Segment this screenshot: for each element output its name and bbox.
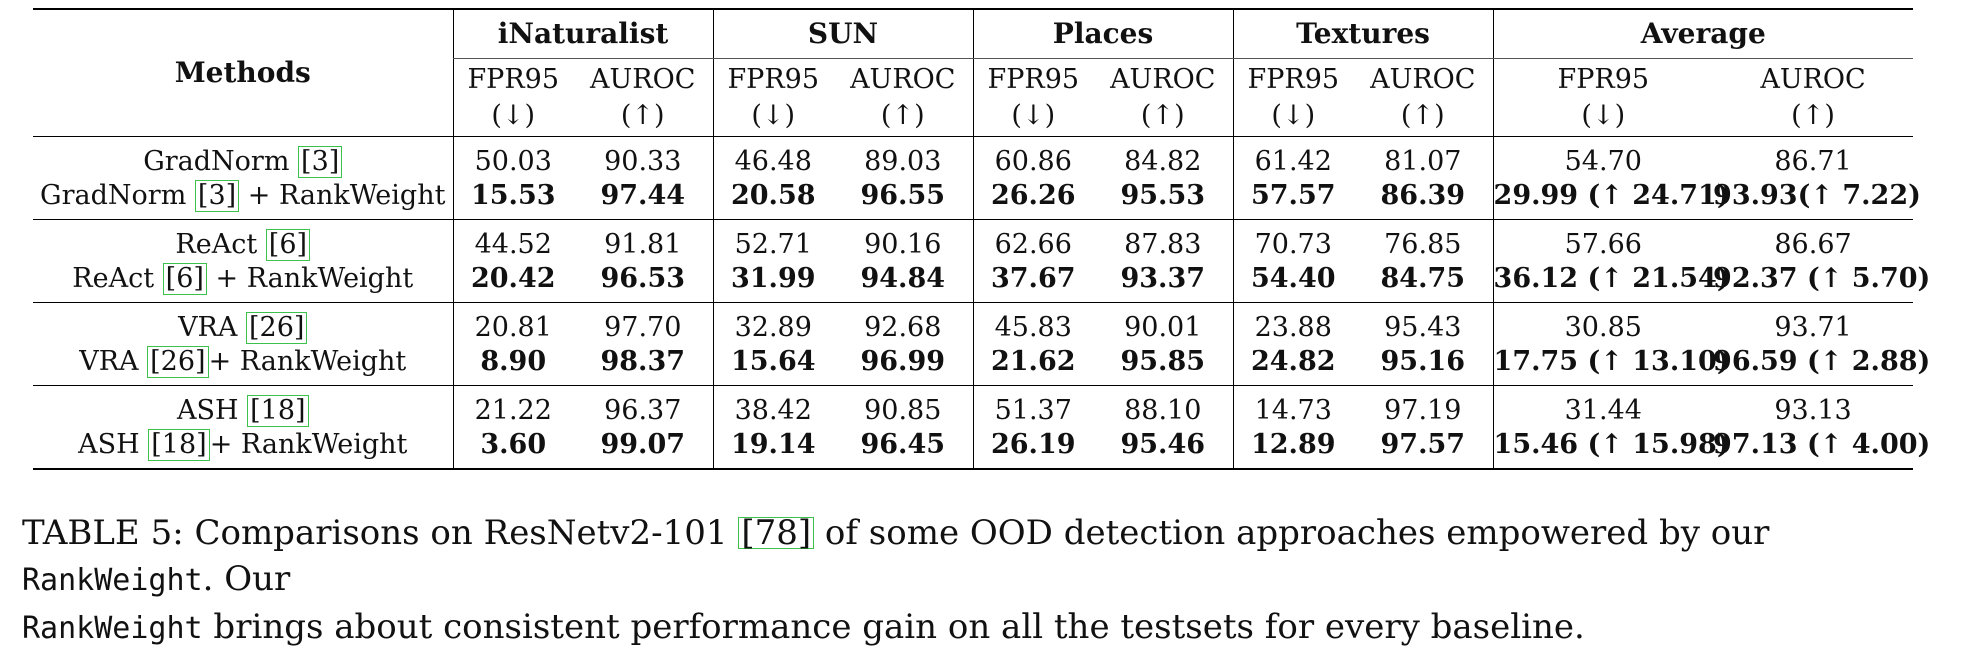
metric-header-inaturalist-fpr95 — [453, 59, 573, 137]
metric-name: FPR95 — [1557, 63, 1650, 95]
group-header-sun: SUN — [713, 9, 973, 59]
group-header-places: Places — [973, 9, 1233, 59]
table-row — [33, 262, 1913, 303]
value-cell: 97.19 — [1384, 395, 1462, 426]
metric-header-average-fpr95 — [1493, 59, 1713, 137]
method-name: GradNorm — [143, 146, 290, 177]
value-cell: 51.37 — [973, 386, 1093, 429]
metric-header-places-auroc — [1093, 59, 1233, 137]
value-cell: 12.89 — [1233, 428, 1353, 469]
value-cell: 31.44 — [1493, 386, 1713, 429]
value-cell: 19.14 — [713, 428, 833, 469]
metric-name: AUROC — [590, 63, 696, 95]
caption-text-2: of some OOD detection approaches empowered by our — [814, 513, 1770, 553]
metric-name: FPR95 — [987, 63, 1080, 95]
arrow-down-icon: (↓) — [491, 99, 536, 131]
value-cell: 15.53 — [453, 179, 573, 220]
metric-name: FPR95 — [1247, 63, 1340, 95]
metric-header-inaturalist-auroc — [573, 59, 713, 137]
citation-link[interactable]: [18] — [148, 429, 209, 461]
value-cell: 90.85 — [864, 395, 942, 426]
method-name: ReAct — [175, 229, 258, 260]
value-cell: 90.16 — [864, 229, 942, 260]
caption-text-1: TABLE 5: Comparisons on ResNetv2-101 — [22, 513, 739, 553]
metric-header-places-fpr95 — [973, 59, 1093, 137]
value-cell: 44.52 — [453, 220, 573, 263]
metric-header-sun-auroc — [833, 59, 973, 137]
table-row — [33, 303, 1913, 346]
value-cell: 21.62 — [973, 345, 1093, 386]
value-cell: 89.03 — [864, 146, 942, 177]
value-cell: 86.71 — [1774, 146, 1852, 177]
value-cell: 95.16 — [1380, 346, 1466, 377]
method-name: GradNorm — [40, 180, 187, 211]
arrow-down-icon: (↓) — [1011, 99, 1056, 131]
value-cell: 95.43 — [1384, 312, 1462, 343]
value-cell: 90.01 — [1124, 312, 1202, 343]
table-row — [33, 428, 1913, 469]
arrow-down-icon: (↓) — [1581, 99, 1626, 131]
arrow-up-icon: (↑) — [1400, 99, 1445, 131]
arrow-up-icon: (↑) — [620, 99, 665, 131]
value-cell: 54.40 — [1233, 262, 1353, 303]
method-name: VRA — [178, 312, 238, 343]
citation-link[interactable]: [3] — [298, 146, 342, 178]
method-suffix: + RankWeight — [206, 263, 414, 294]
value-cell: 46.48 — [713, 137, 833, 180]
value-cell: 96.59 (↑ 2.88) — [1713, 346, 1931, 377]
caption-text-3: . Our — [202, 559, 291, 599]
arrow-down-icon: (↓) — [751, 99, 796, 131]
table-row — [33, 345, 1913, 386]
value-cell: 8.90 — [453, 345, 573, 386]
caption-code-rankweight-2: RankWeight — [22, 611, 203, 646]
value-cell: 96.37 — [604, 395, 682, 426]
value-cell: 20.42 — [453, 262, 573, 303]
value-cell: 97.44 — [600, 180, 686, 211]
methods-header: Methods — [174, 56, 311, 89]
caption-code-rankweight-1: RankWeight — [22, 563, 203, 598]
method-cell — [33, 179, 453, 220]
value-cell: 30.85 — [1493, 303, 1713, 346]
metric-header-textures-fpr95 — [1233, 59, 1353, 137]
value-cell: 90.33 — [604, 146, 682, 177]
metric-name: FPR95 — [467, 63, 560, 95]
value-cell: 93.37 — [1120, 263, 1206, 294]
value-cell: 45.83 — [973, 303, 1093, 346]
value-cell: 99.07 — [600, 429, 686, 460]
method-cell — [33, 428, 453, 469]
value-cell: 52.71 — [713, 220, 833, 263]
value-cell: 92.68 — [864, 312, 942, 343]
value-cell: 50.03 — [453, 137, 573, 180]
value-cell: 87.83 — [1124, 229, 1202, 260]
citation-link[interactable]: [26] — [246, 312, 307, 344]
value-cell: 54.70 — [1493, 137, 1713, 180]
group-header-textures: Textures — [1233, 9, 1493, 59]
method-name: VRA — [79, 346, 139, 377]
table-caption — [22, 510, 1952, 652]
results-table — [33, 8, 1931, 470]
table-row — [33, 220, 1913, 263]
value-cell: 61.42 — [1233, 137, 1353, 180]
value-cell: 17.75 (↑ 13.10) — [1493, 345, 1713, 386]
metric-name: AUROC — [850, 63, 956, 95]
value-cell: 36.12 (↑ 21.54) — [1493, 262, 1713, 303]
metric-name: FPR95 — [727, 63, 820, 95]
value-cell: 15.64 — [713, 345, 833, 386]
value-cell: 84.82 — [1124, 146, 1202, 177]
caption-text-4: brings about consistent performance gain on all the testsets for every baseline. — [202, 607, 1585, 647]
value-cell: 92.37 (↑ 5.70) — [1713, 263, 1931, 294]
value-cell: 86.67 — [1774, 229, 1852, 260]
value-cell: 62.66 — [973, 220, 1093, 263]
value-cell: 57.57 — [1233, 179, 1353, 220]
value-cell: 96.45 — [860, 429, 946, 460]
value-cell: 97.70 — [604, 312, 682, 343]
method-cell — [33, 345, 453, 386]
method-name: ASH — [176, 395, 239, 426]
value-cell: 26.19 — [973, 428, 1093, 469]
method-suffix: + RankWeight — [208, 346, 407, 377]
citation-link[interactable]: [26] — [147, 346, 208, 378]
metric-header-sun-fpr95 — [713, 59, 833, 137]
value-cell: 3.60 — [453, 428, 573, 469]
caption-citation[interactable]: [78] — [738, 517, 814, 549]
group-header-inaturalist: iNaturalist — [453, 9, 713, 59]
citation-link[interactable]: [3] — [195, 180, 239, 212]
group-header-average: Average — [1493, 9, 1913, 59]
metric-name: AUROC — [1110, 63, 1216, 95]
value-cell: 21.22 — [453, 386, 573, 429]
value-cell: 96.99 — [860, 346, 946, 377]
method-suffix: + RankWeight — [209, 429, 408, 460]
metric-header-textures-auroc — [1353, 59, 1493, 137]
table-row — [33, 386, 1913, 429]
table-row — [33, 179, 1913, 220]
value-cell: 97.13 (↑ 4.00) — [1713, 429, 1931, 460]
value-cell: 93.93(↑ 7.22) — [1713, 180, 1921, 211]
metric-header-average-auroc — [1713, 59, 1913, 137]
value-cell: 38.42 — [713, 386, 833, 429]
arrow-down-icon: (↓) — [1271, 99, 1316, 131]
method-name: ASH — [78, 429, 140, 460]
value-cell: 20.81 — [453, 303, 573, 346]
citation-link[interactable]: [18] — [247, 395, 308, 427]
method-cell — [33, 262, 453, 303]
value-cell: 81.07 — [1384, 146, 1462, 177]
value-cell: 70.73 — [1233, 220, 1353, 263]
value-cell: 91.81 — [604, 229, 682, 260]
value-cell: 96.53 — [600, 263, 686, 294]
results-table-container — [33, 8, 1931, 470]
value-cell: 29.99 (↑ 24.71) — [1493, 179, 1713, 220]
value-cell: 93.13 — [1774, 395, 1852, 426]
method-suffix: + RankWeight — [239, 180, 446, 211]
table-body — [33, 137, 1931, 470]
table-row — [33, 137, 1913, 180]
value-cell: 32.89 — [713, 303, 833, 346]
value-cell: 86.39 — [1380, 180, 1466, 211]
arrow-up-icon: (↑) — [1140, 99, 1185, 131]
metric-name: AUROC — [1760, 63, 1866, 95]
method-cell — [33, 303, 453, 346]
citation-link[interactable]: [6] — [266, 229, 310, 261]
method-cell — [33, 137, 453, 180]
value-cell: 57.66 — [1493, 220, 1713, 263]
value-cell: 93.71 — [1774, 312, 1852, 343]
value-cell: 84.75 — [1380, 263, 1466, 294]
arrow-up-icon: (↑) — [880, 99, 925, 131]
value-cell: 96.55 — [860, 180, 946, 211]
value-cell: 24.82 — [1233, 345, 1353, 386]
value-cell: 20.58 — [713, 179, 833, 220]
value-cell: 95.46 — [1120, 429, 1206, 460]
value-cell: 31.99 — [713, 262, 833, 303]
method-cell — [33, 386, 453, 429]
value-cell: 97.57 — [1380, 429, 1466, 460]
arrow-up-icon: (↑) — [1791, 99, 1835, 131]
value-cell: 14.73 — [1233, 386, 1353, 429]
value-cell: 23.88 — [1233, 303, 1353, 346]
citation-link[interactable]: [6] — [163, 263, 207, 295]
value-cell: 60.86 — [973, 137, 1093, 180]
method-cell — [33, 220, 453, 263]
value-cell: 26.26 — [973, 179, 1093, 220]
value-cell: 95.85 — [1120, 346, 1206, 377]
value-cell: 76.85 — [1384, 229, 1462, 260]
value-cell: 94.84 — [860, 263, 946, 294]
value-cell: 37.67 — [973, 262, 1093, 303]
method-name: ReAct — [72, 263, 155, 294]
metric-name: AUROC — [1370, 63, 1476, 95]
value-cell: 98.37 — [600, 346, 686, 377]
value-cell: 15.46 (↑ 15.98) — [1493, 428, 1713, 469]
value-cell: 95.53 — [1120, 180, 1206, 211]
value-cell: 88.10 — [1124, 395, 1202, 426]
